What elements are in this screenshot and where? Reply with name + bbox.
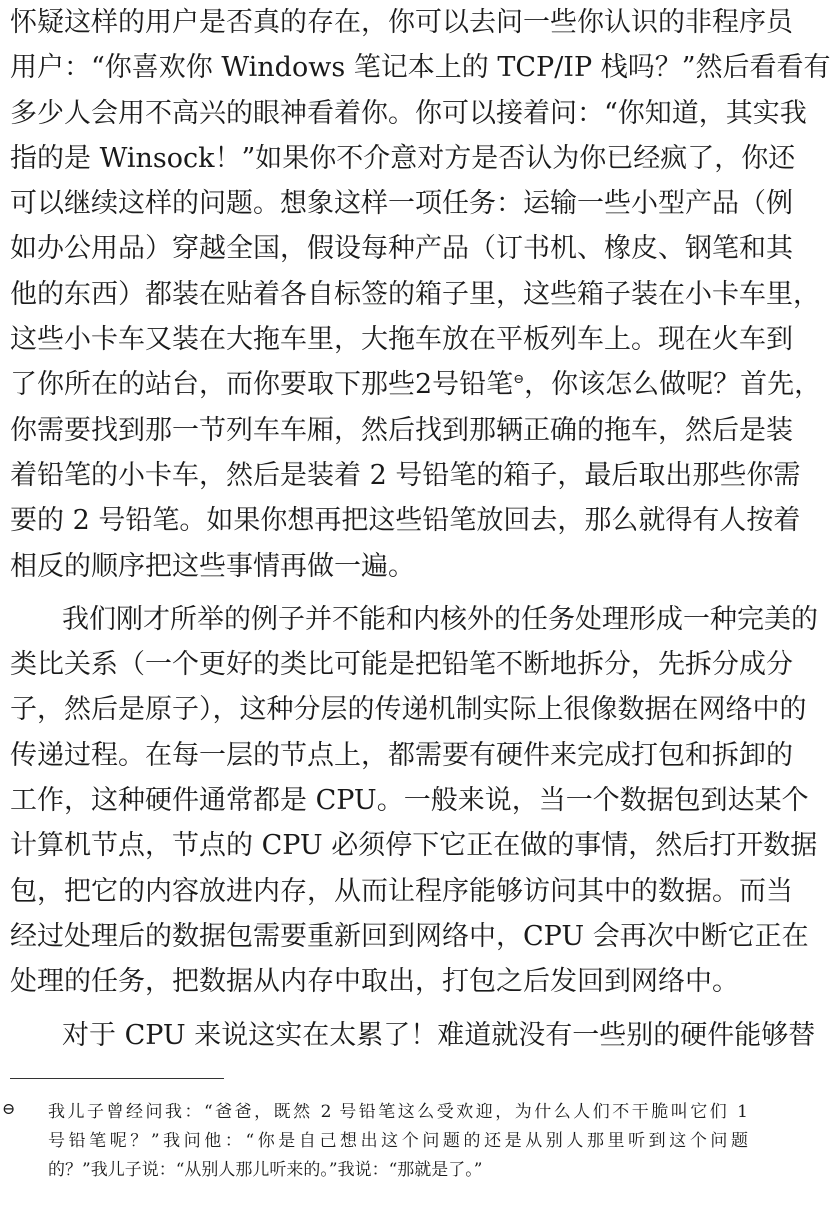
text-line: 多少人会用不高兴的眼神看着你。你可以接着问：“你知道，其实我 [10,97,807,129]
text-line: 用户：“你喜欢你 Windows 笔记本上的 TCP/IP 栈吗？”然后看看有 [10,52,831,84]
footnote-line: 的？”我儿子说：“从别人那儿听来的。”我说：“那就是了。” [48,1160,483,1180]
text-line: 工作，这种硬件通常都是 CPU。一般来说，当一个数据包到达某个 [10,785,809,817]
footnote-line: 我儿子曾经问我：“爸爸，既然 2 号铅笔这么受欢迎，为什么人们不干脆叫它们 1 [48,1102,748,1122]
paragraph-2 [10,597,818,1005]
text-line: 你需要找到那一节列车车厢，然后找到那辆正确的拖车，然后是装 [10,414,793,446]
text-line: 如办公用品）穿越全国，假设每种产品（订书机、橡皮、钢笔和其 [10,233,793,265]
text-line: 怀疑这样的用户是否真的存在，你可以去问一些你认识的非程序员 [10,7,793,38]
paragraph-3 [10,1013,816,1058]
text-line: 可以继续这样的问题。想象这样一项任务：运输一些小型产品（例 [10,188,793,220]
body-text [10,0,831,1058]
text-line: 着铅笔的小卡车，然后是装着 2 号铅笔的箱子，最后取出那些你需 [10,459,801,491]
text-line-with-footnote-ref [10,362,822,407]
text-line: 他的东西）都装在贴着各自标签的箱子里，这些箱子装在小卡车里， [10,278,820,310]
text-line: 传递过程。在每一层的节点上，都需要有硬件来完成打包和拆卸的 [10,739,793,771]
text-line: 子，然后是原子），这种分层的传递机制实际上很像数据在网络中的 [10,694,807,726]
footnote [48,1098,748,1185]
footnote-separator-rule [10,1078,224,1079]
footnote-line: 号铅笔呢？”我问他：“你是自己想出这个问题的还是从别人那里听到这个问题 [48,1131,748,1151]
footnote-marker: ⊖ [2,1099,16,1118]
paragraph-1 [10,0,831,589]
text-line: 这些小卡车又装在大拖车里，大拖车放在平板列车上。现在火车到 [10,324,793,356]
text-line: 要的 2 号铅笔。如果你想再把这些铅笔放回去，那么就得有人按着 [10,505,801,537]
text-segment: 了你所在的站台，而你要取下那些2号铅笔 [10,369,514,401]
text-line: 对于 CPU 来说这实在太累了！难道就没有一些别的硬件能够替 [62,1019,816,1051]
footnote-reference-marker[interactable]: ⊖ [513,372,525,388]
text-line: 经过处理后的数据包需要重新回到网络中，CPU 会再次中断它正在 [10,920,809,952]
text-line: 计算机节点，节点的 CPU 必须停下它正在做的事情，然后打开数据 [10,830,818,862]
text-line: 相反的顺序把这些事情再做一遍。 [10,550,415,582]
text-line: 我们刚才所举的例子并不能和内核外的任务处理形成一种完美的 [62,603,818,635]
text-line: 包，把它的内容放进内存，从而让程序能够访问其中的数据。而当 [10,875,793,907]
text-line: 处理的任务，把数据从内存中取出，打包之后发回到网络中。 [10,966,739,998]
paragraph-spacer [10,1005,748,1013]
text-line: 类比关系（一个更好的类比可能是把铅笔不断地拆分，先拆分成分 [10,649,793,681]
paragraph-spacer [10,589,748,597]
text-segment: ，你该怎么做呢？首先， [524,369,822,401]
text-line: 指的是 Winsock！”如果你不介意对方是否认为你已经疯了，你还 [10,142,796,174]
